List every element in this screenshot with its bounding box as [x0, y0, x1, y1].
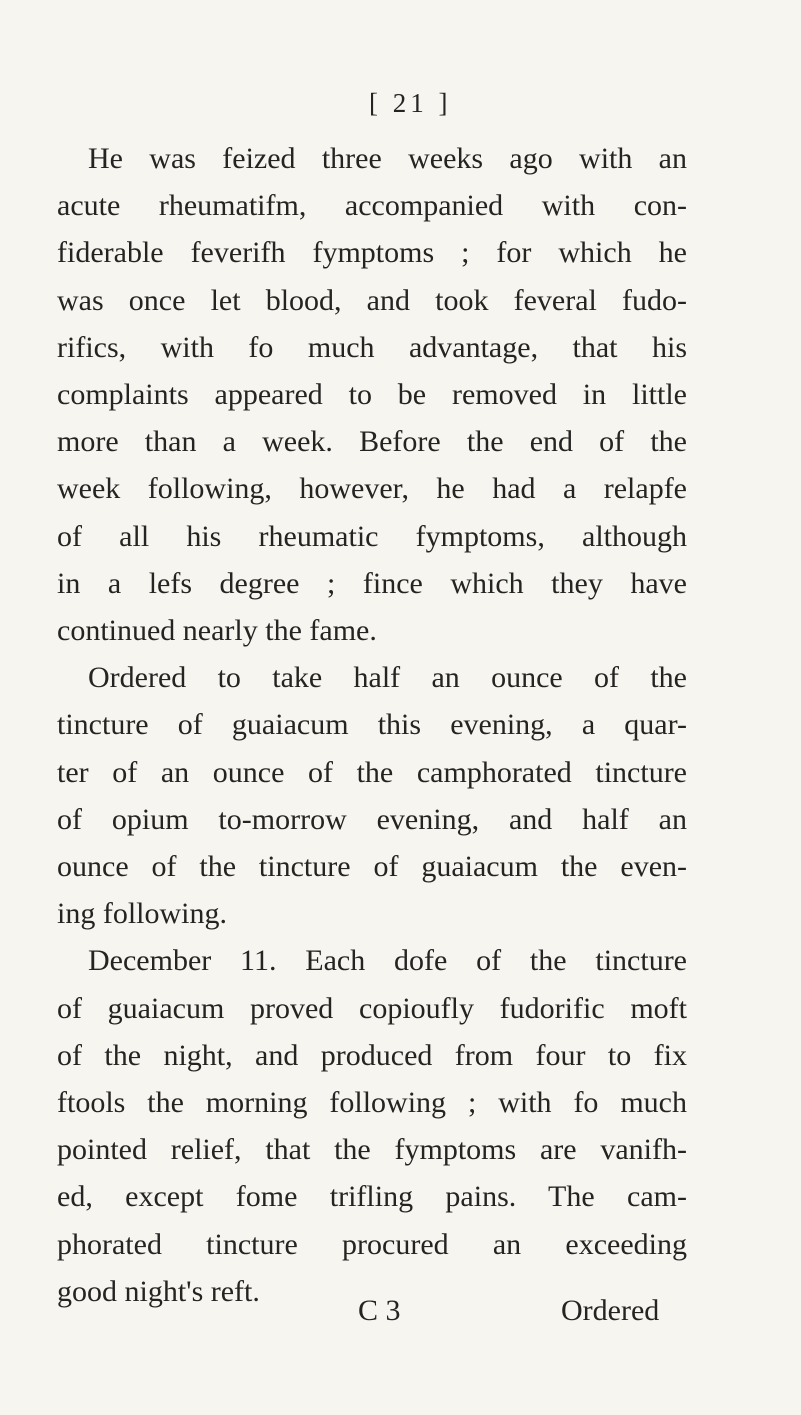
text-line: of guaiacum proved copioufly fudorific moft — [57, 991, 687, 1025]
text-line: more than a week. Before the end of the — [57, 425, 687, 459]
text-line: of opium to-morrow evening, and half an — [57, 802, 687, 836]
text-line: good night's reft. — [57, 1274, 260, 1308]
text-line: complaints appeared to be removed in little — [57, 378, 687, 411]
text-line: ed, except fome trifling pains. The cam- — [57, 1180, 687, 1214]
text-line: in a lefs degree ; fince which they have — [57, 566, 687, 600]
text-line: phorated tincture procured an exceeding — [57, 1227, 687, 1261]
page-number-header: [ 21 ] — [369, 88, 452, 118]
text-line: of the night, and produced from four to fix — [57, 1038, 687, 1072]
text-line: ounce of the tincture of guaiacum the even- — [57, 850, 687, 883]
text-line: fiderable feverifh fymptoms ; for which he — [57, 236, 687, 270]
signature-mark: C 3 — [358, 1294, 401, 1327]
text-line: rifics, with fo much advantage, that his — [57, 330, 687, 364]
text-line: December 11. Each dofe of the tincture — [88, 944, 687, 978]
text-line: tincture of guaiacum this evening, a quar- — [57, 708, 687, 742]
text-line: pointed relief, that the fymptoms are vanifh- — [57, 1133, 687, 1167]
text-line: ftools the morning following ; with fo much — [57, 1086, 687, 1119]
text-line: ing following. — [57, 897, 227, 931]
text-line: week following, however, he had a relapfe — [57, 472, 687, 506]
text-line: He was feized three weeks ago with an — [88, 142, 687, 175]
text-line: acute rheumatifm, accompanied with con- — [57, 189, 687, 223]
text-line: was once let blood, and took feveral fudo- — [57, 283, 687, 317]
text-line: Ordered to take half an ounce of the — [88, 661, 687, 695]
text-line: continued nearly the fame. — [57, 614, 377, 647]
text-line: ter of an ounce of the camphorated tincture — [57, 755, 687, 789]
catchword: Ordered — [561, 1294, 660, 1327]
text-line: of all his rheumatic fymptoms, although — [57, 519, 687, 553]
